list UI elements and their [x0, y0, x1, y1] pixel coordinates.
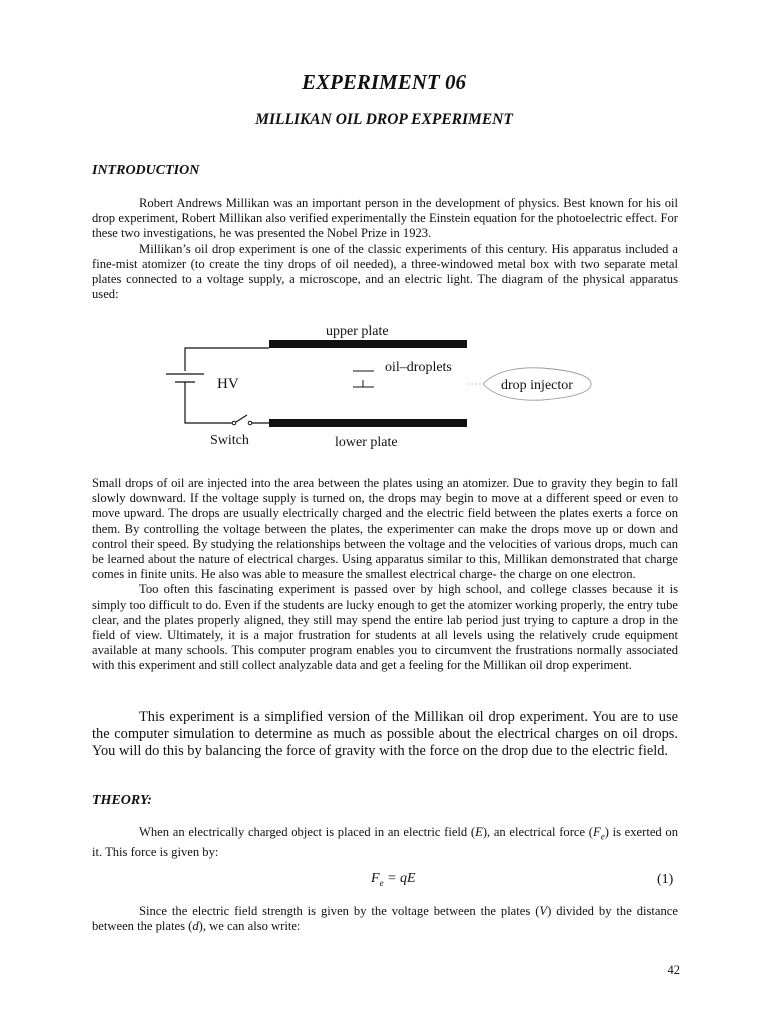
intro-paragraph-1: Robert Andrews Millikan was an important person in the development of physics. Best known for his oil drop experiment, Robert Millikan also verified experimentally the Einstein equation for the photoelectric effect. For these two investigations, he was presented the Nobel Prize in 1923. — [92, 196, 678, 241]
theory-text: ) divided by the distance between the plates ( — [92, 904, 678, 934]
switch-lever — [236, 415, 247, 422]
intro-block-1 — [92, 196, 678, 302]
voltage-symbol: V — [539, 904, 548, 918]
theory-heading: THEORY: — [92, 793, 152, 808]
switch-label: Switch — [210, 433, 249, 448]
switch-contact-right — [248, 421, 252, 425]
intro-paragraph-2: Millikan’s oil drop experiment is one of the classic experiments of this century. His apparatus included a fine-mist atomizer (to create the tiny drops of oil needed), a three-windowed metal box with two separate metal plates connected to a voltage supply, a microscope, and an electric light. The diagram of the physical apparatus used: — [92, 241, 678, 302]
theory-text: ), we can also write: — [198, 919, 301, 934]
eq-lhs: F — [371, 871, 380, 886]
equation-1-number: (1) — [657, 872, 674, 887]
force-subscript: e — [600, 831, 605, 842]
lower-plate-label: lower plate — [335, 435, 398, 450]
eq-lhs-subscript: e — [379, 877, 384, 888]
oil-droplets-label: oil–droplets — [385, 360, 452, 375]
theory-text: ), an electrical force ( — [482, 825, 593, 839]
hv-label: HV — [217, 376, 239, 392]
electric-field-symbol: E — [475, 825, 483, 839]
upper-plate-label: upper plate — [326, 324, 389, 339]
force-symbol: F — [592, 825, 601, 839]
intro-paragraph-3: Small drops of oil are injected into the area between the plates using an atomizer. Due to gravity they begin to fall slowly downward. If the voltage supply is turned on, the drops may begin to move at a different speed or even to move upward. The drops are usually electrically charged and the electric field between the plates exerts a force on them. By controlling the voltage between the plates, the experimenter can make the drops move up or down and control their speed. By studying the relationships between the voltage and the velocities of various drops, much can be learned about the nature of electrical charges. Using apparatus similar to this, Millikan demonstrated that charge comes in finite units. He also was able to measure the smallest electrical charge- the charge on one electron. — [92, 476, 678, 582]
theory-text: ) is exerted on it. This force is given by: — [92, 825, 678, 859]
circuit-wire-top — [185, 348, 269, 371]
lower-plate — [269, 419, 467, 427]
page-title: EXPERIMENT 06 — [302, 70, 466, 94]
page-number: 42 — [667, 963, 680, 977]
switch-contact-left — [232, 421, 236, 425]
theory-paragraph-2 — [92, 904, 678, 934]
intro-paragraph-4: Too often this fascinating experiment is passed over by high school, and college classes because it is simply too difficult to do. Even if the students are lucky enough to get the atomizer working properly, the entry tube clear, and the plates properly aligned, they still may spend the entire lab period just trying to capture a drop in the field of view. Ultimately, it is a major frustration for students at all levels using the relatively crude equipment available at many schools. This computer program enables you to circumvent the frustrations normally associated with this experiment and still collect analyzable data and get a feeling for the Millikan oil drop experiment. — [92, 582, 678, 673]
eq-rhs: = qE — [383, 871, 416, 886]
intro-block-2 — [92, 476, 678, 674]
distance-symbol: d — [192, 919, 199, 934]
page-subtitle: MILLIKAN OIL DROP EXPERIMENT — [255, 111, 513, 128]
intro-block-3 — [92, 709, 678, 760]
theory-text: Since the electric field strength is given by the voltage between the plates ( — [139, 904, 540, 918]
drop-injector-label: drop injector — [501, 378, 573, 393]
equation-1 — [371, 871, 416, 888]
introduction-heading: INTRODUCTION — [92, 163, 200, 178]
intro-paragraph-5: This experiment is a simplified version of the Millikan oil drop experiment. You are to use the computer simulation to determine as much as possible about the electrical charges on oil drops. You will do this by balancing the force of gravity with the force on the drop due to the electric field. — [92, 709, 678, 759]
upper-plate — [269, 340, 467, 348]
theory-text: When an electrically charged object is placed in an electric field ( — [139, 825, 476, 839]
theory-paragraph-1 — [92, 825, 678, 860]
apparatus-diagram — [150, 318, 610, 453]
